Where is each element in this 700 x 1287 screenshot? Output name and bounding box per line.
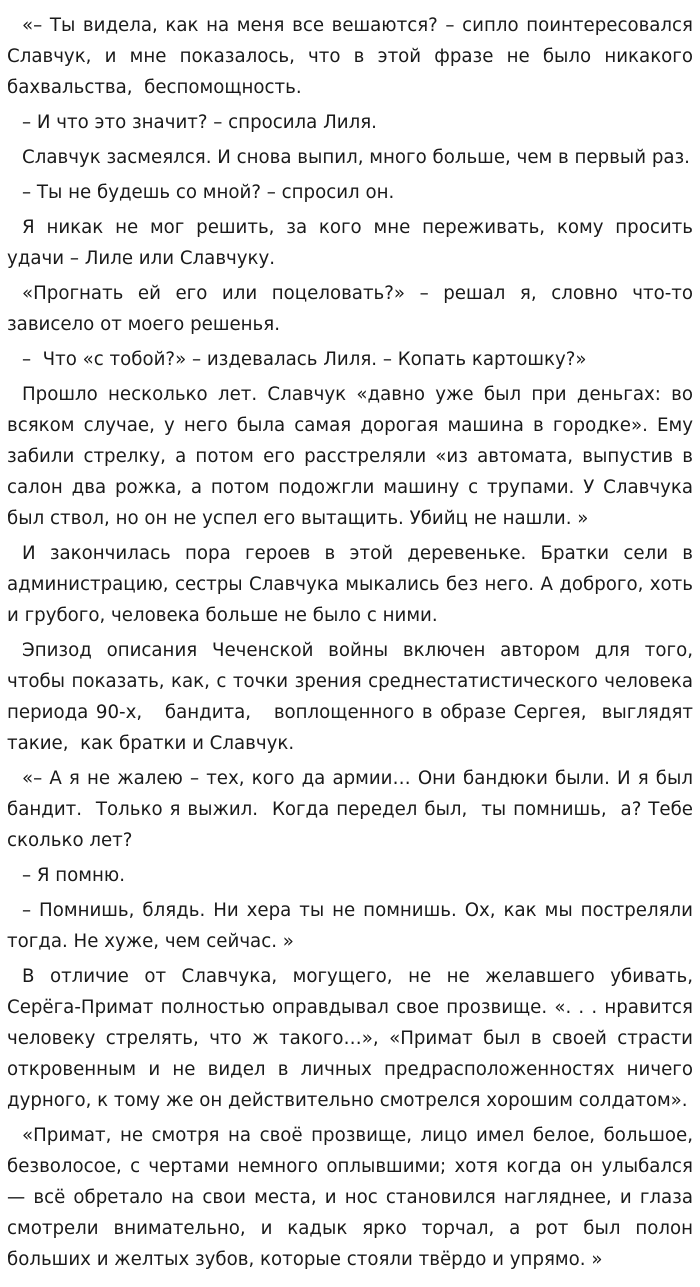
paragraph: – Ты не будешь со мной? – спросил он. (22, 182, 395, 203)
paragraph: – Я помню. (22, 865, 126, 886)
paragraph: – И что это значит? – спросила Лиля. (22, 112, 377, 133)
paragraph: «– Ты видела, как на меня все вешаются? – сипло поинтересовался Славчук, и мне показалось, что в этой фразе не было никакого бахвальства, беспомощность. (7, 15, 699, 98)
paragraph: Славчук засмеялся. И снова выпил, много больше, чем в первый раз. (22, 147, 690, 168)
paragraph: Я никак не мог решить, за кого мне переживать, кому просить удачи – Лиле или Славчуку. (7, 217, 699, 269)
paragraph: – Что «с тобой?» – издевалась Лиля. – Копать картошку?» (22, 349, 587, 370)
paragraph: – Помнишь, блядь. Ни хера ты не помнишь. Ох, как мы постреляли тогда. Не хуже, чем сейчас. » (7, 900, 699, 952)
paragraph: «Примат, не смотря на своё прозвище, лицо имел белое, большое, безволосое, с чертами немного оплывшими; хотя когда он улыбался — всё обретало на свои места, и нос становился нагляднее, и глаза смотрели внимательно, и кадык ярко торчал, а рот был полон больших и желтых зубов, которые стояли твёрдо и упрямо. » (7, 1125, 699, 1270)
document-page (7, 10, 699, 1279)
paragraph: «Прогнать ей его или поцеловать?» – решал я, словно что-то зависело от моего решенья. (7, 283, 699, 335)
paragraph: Эпизод описания Чеченской войны включен автором для того, чтобы показать, как, с точки зрения среднестатистического человека периода 90-х, бандита, воплощенного в образе Сергея, выглядят такие, как братки и Славчук. (7, 640, 699, 754)
paragraph: В отличие от Славчука, могущего, не не желавшего убивать, Серёга-Примат полностью оправдывал свое прозвище. «. . . нравится человеку стрелять, что ж такого…», «Примат был в своей страсти откровенным и не видел в личных предрасположенностях ничего дурного, к тому же он действительно смотрелся хорошим солдатом». (7, 966, 699, 1111)
paragraph: Прошло несколько лет. Славчук «давно уже был при деньгах: во всяком случае, у него была самая дорогая машина в городке». Ему забили стрелку, а потом его расстреляли «из автомата, выпустив в салон два рожка, а потом подожгли машину с трупами. У Славчука был ствол, но он не успел его вытащить. Убийц не нашли. » (7, 384, 699, 529)
paragraph: «– А я не жалею – тех, кого да армии… Они бандюки были. И я был бандит. Только я выжил. Когда передел был, ты помнишь, а? Тебе сколько лет? (7, 768, 699, 851)
paragraph: И закончилась пора героев в этой деревеньке. Братки сели в администрацию, сестры Славчука мыкались без него. А доброго, хоть и грубого, человека больше не было с ними. (7, 543, 699, 626)
